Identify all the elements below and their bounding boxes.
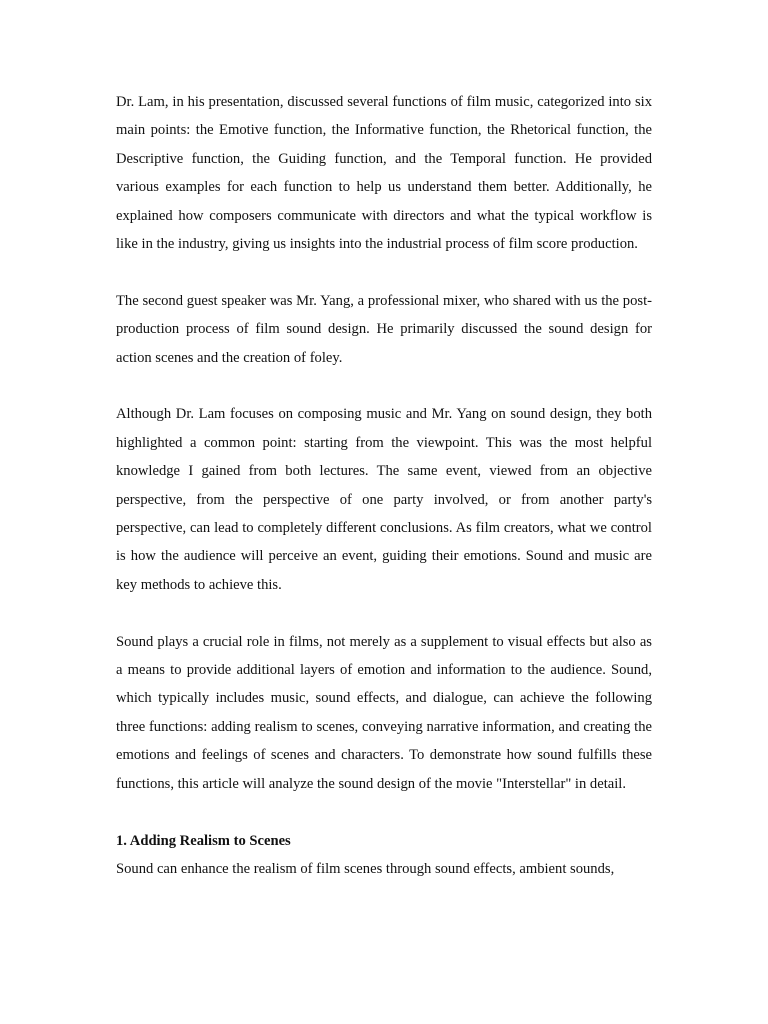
document-page	[116, 88, 652, 912]
section-heading: 1. Adding Realism to Scenes	[116, 832, 291, 849]
paragraph-viewpoint: Although Dr. Lam focuses on composing music and Mr. Yang on sound design, they both highlighted a common point: starting from the viewpoint. This was the most helpful knowledge I gained from both lectures. The same event, viewed from an objective perspective, from the perspective of one party involved, or from another party's perspective, can lead to completely different conclusions. As film creators, what we control is how the audience will perceive an event, guiding their emotions. Sound and music are key methods to achieve this.	[116, 406, 652, 593]
paragraph-dr-lam: Dr. Lam, in his presentation, discussed several functions of film music, categorized into six main points: the Emotive function, the Informative function, the Rhetorical function, the Descriptive function, the Guiding function, and the Temporal function. He provided various examples for each function to help us understand them better. Additionally, he explained how composers communicate with directors and what the typical workflow is like in the industry, giving us insights into the industrial process of film score production.	[116, 94, 652, 253]
section-paragraph: Sound can enhance the realism of film scenes through sound effects, ambient sounds,	[116, 860, 615, 877]
paragraph-mr-yang: The second guest speaker was Mr. Yang, a professional mixer, who shared with us the post-production process of film sound design. He primarily discussed the sound design for action scenes and the creation of foley.	[116, 292, 652, 366]
paragraph-sound-role: Sound plays a crucial role in films, not merely as a supplement to visual effects but also as a means to provide additional layers of emotion and information to the audience. Sound, which typically includes music, sound effects, and dialogue, can achieve the following three functions: adding realism to scenes, conveying narrative information, and creating the emotions and feelings of scenes and characters. To demonstrate how sound fulfills these functions, this article will analyze the sound design of the movie "Interstellar" in detail.	[116, 633, 652, 792]
